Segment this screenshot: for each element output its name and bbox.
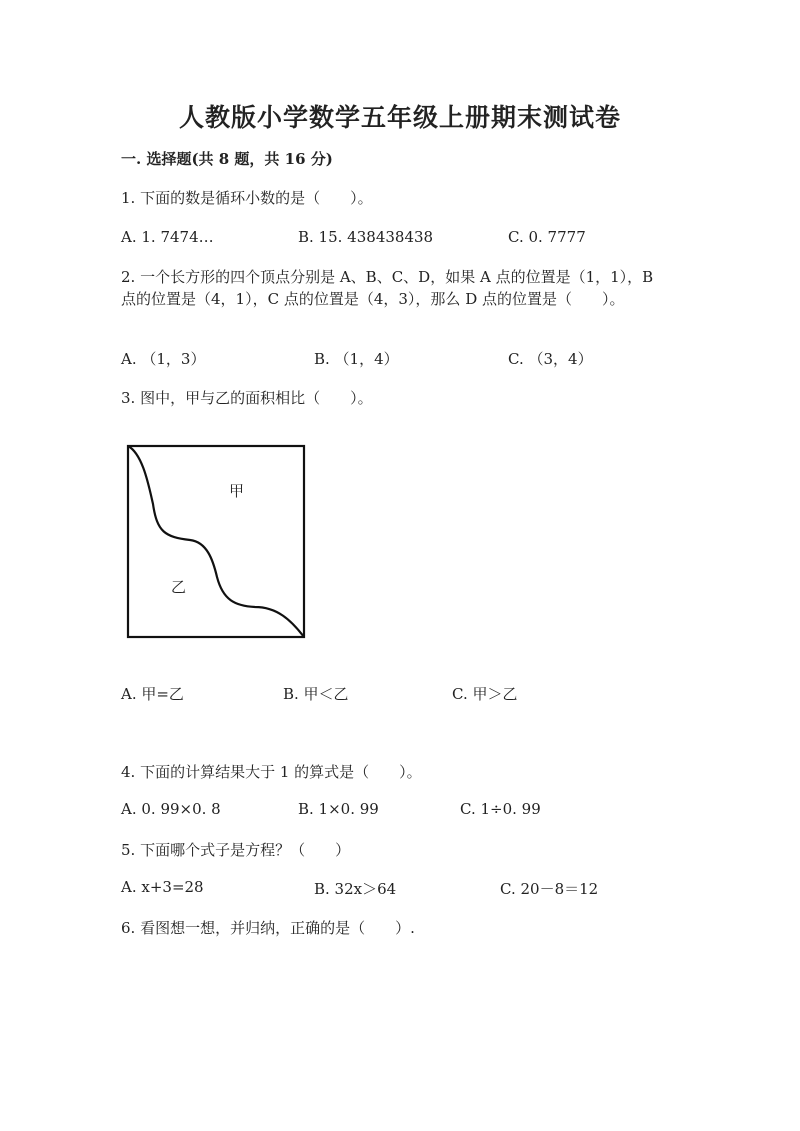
question-4-option-a: A. 0. 99×0. 8 [121, 800, 221, 818]
section-heading: 一. 选择题(共 8 题，共 16 分) [121, 150, 333, 168]
question-3-figure [125, 442, 307, 640]
question-1-stem: 1. 下面的数是循环小数的是（ ）。 [121, 189, 373, 207]
document-title: 人教版小学数学五年级上册期末测试卷 [178, 103, 621, 132]
figure-dividing-curve [128, 446, 304, 637]
question-3-option-c: C. 甲＞乙 [452, 685, 518, 703]
question-3-stem: 3. 图中，甲与乙的面积相比（ ）。 [121, 389, 373, 407]
figure-label-jia: 甲 [229, 482, 245, 500]
question-4-option-c: C. 1÷0. 99 [460, 800, 541, 818]
figure-square [128, 446, 304, 637]
question-4-option-b: B. 1×0. 99 [298, 800, 379, 818]
question-5-option-b: B. 32x＞64 [314, 880, 397, 898]
question-1-option-c: C. 0. 7777 [508, 228, 586, 246]
question-1-option-a: A. 1. 7474… [121, 228, 214, 246]
figure-label-yi: 乙 [171, 578, 187, 596]
question-2-stem-line2: 点的位置是（4，1），C 点的位置是（4，3），那么 D 点的位置是（ ）。 [121, 290, 625, 308]
question-2-stem-line1: 2. 一个长方形的四个顶点分别是 A、B、C、D，如果 A 点的位置是（1，1），B [121, 268, 654, 286]
question-5-option-c: C. 20－8＝12 [500, 880, 599, 898]
question-3-option-a: A. 甲=乙 [121, 685, 184, 703]
question-6-stem: 6. 看图想一想，并归纳，正确的是（ ）. [121, 919, 415, 937]
question-4-stem: 4. 下面的计算结果大于 1 的算式是（ ）。 [121, 763, 422, 781]
question-1-option-b: B. 15. 438438438 [298, 228, 434, 246]
question-3-option-b: B. 甲＜乙 [283, 685, 349, 703]
question-5-stem: 5. 下面哪个式子是方程？（ ） [121, 841, 351, 859]
question-2-option-b: B. （1，4） [314, 350, 399, 368]
question-2-option-a: A. （1，3） [121, 350, 206, 368]
question-2-option-c: C. （3，4） [508, 350, 593, 368]
question-5-option-a: A. x+3=28 [121, 878, 204, 896]
